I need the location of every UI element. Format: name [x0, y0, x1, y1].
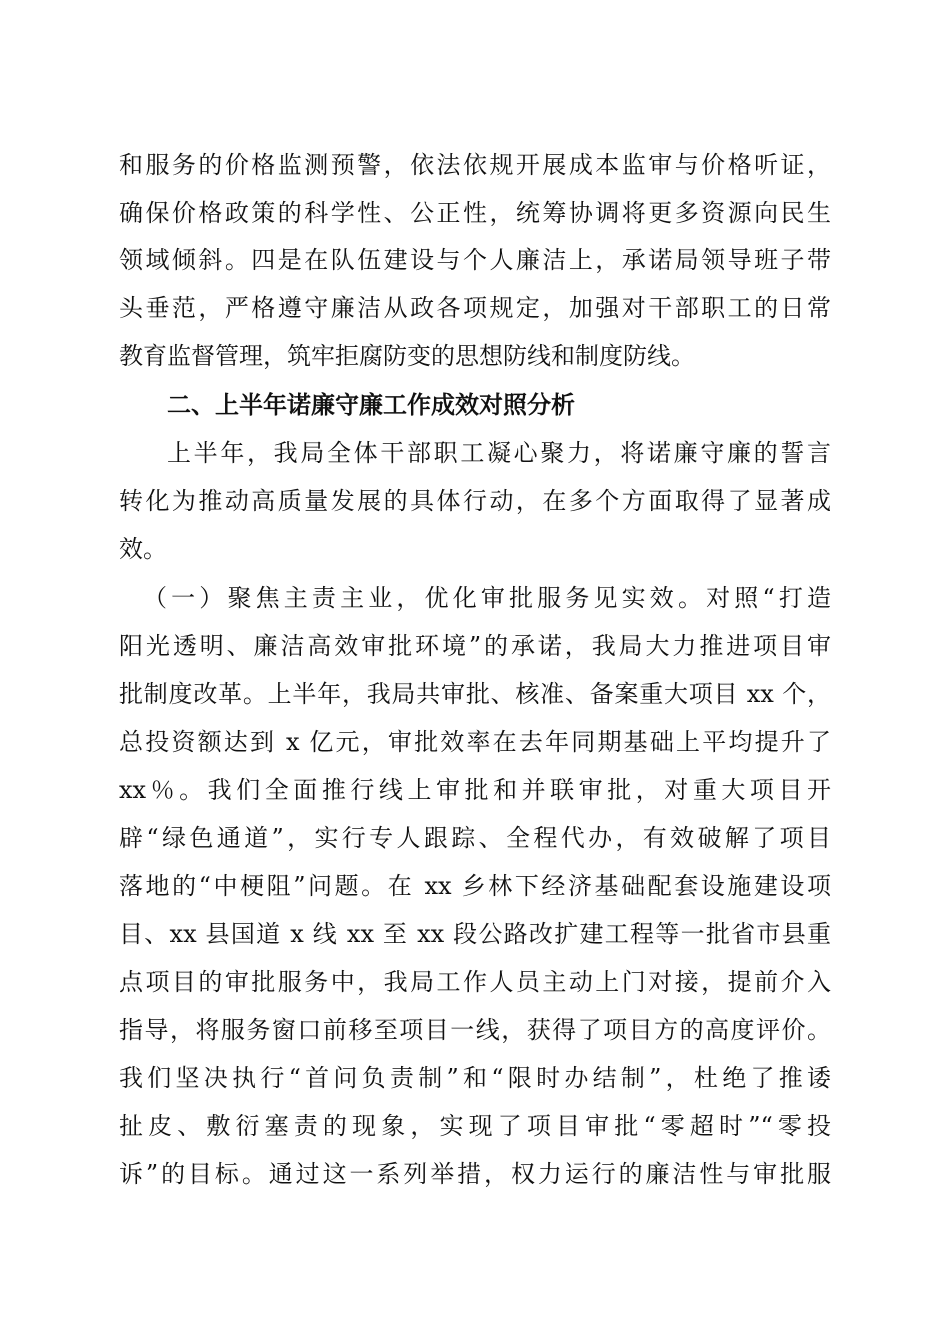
- paragraph-3-line-6: 辟“绿色通道”，实行专人跟踪、全程代办，有效破解了项目: [119, 824, 831, 852]
- paragraph-1-line-5: 教育监督管理，筑牢拒腐防变的思想防线和制度防线。: [119, 342, 695, 370]
- paragraph-1-line-2: 确保价格政策的科学性、公正性，统筹协调将更多资源向民生: [119, 199, 831, 227]
- paragraph-2-line-3: 效。: [119, 535, 167, 563]
- paragraph-3-line-9: 点项目的审批服务中，我局工作人员主动上门对接，提前介入: [119, 968, 831, 996]
- paragraph-2-line-1: 上半年，我局全体干部职工凝心聚力，将诺廉守廉的誓言: [167, 439, 831, 467]
- paragraph-3-line-2: 阳光透明、廉洁高效审批环境”的承诺，我局大力推进项目审: [119, 632, 831, 660]
- paragraph-3-line-12: 扯皮、敷衍塞责的现象，实现了项目审批“零超时”“零投: [119, 1112, 831, 1140]
- paragraph-1-line-4: 头垂范，严格遵守廉洁从政各项规定，加强对干部职工的日常: [119, 294, 831, 322]
- paragraph-1-line-3: 领域倾斜。四是在队伍建设与个人廉洁上，承诺局领导班子带: [119, 246, 831, 274]
- paragraph-3-line-11: 我们坚决执行“首问负责制”和“限时办结制”，杜绝了推诿: [119, 1064, 831, 1092]
- paragraph-1-line-1: 和服务的价格监测预警，依法依规开展成本监审与价格听证，: [119, 151, 831, 179]
- section-heading: 二、上半年诺廉守廉工作成效对照分析: [167, 391, 575, 419]
- paragraph-3-line-13: 诉”的目标。通过这一系列举措，权力运行的廉洁性与审批服: [119, 1160, 831, 1188]
- paragraph-3-line-4: 总投资额达到 x 亿元，审批效率在去年同期基础上平均提升了: [119, 728, 831, 756]
- paragraph-3-line-3: 批制度改革。上半年，我局共审批、核准、备案重大项目 xx 个，: [119, 680, 831, 708]
- paragraph-3-line-1: （一）聚焦主责主业，优化审批服务见实效。对照“打造: [143, 584, 831, 612]
- paragraph-3-line-8: 目、xx 县国道 x 线 xx 至 xx 段公路改扩建工程等一批省市县重: [119, 920, 831, 948]
- paragraph-3-line-5: xx％。我们全面推行线上审批和并联审批，对重大项目开: [119, 776, 831, 804]
- paragraph-3-line-7: 落地的“中梗阻”问题。在 xx 乡林下经济基础配套设施建设项: [119, 872, 831, 900]
- paragraph-3-line-10: 指导，将服务窗口前移至项目一线，获得了项目方的高度评价。: [119, 1016, 831, 1044]
- paragraph-2-line-2: 转化为推动高质量发展的具体行动，在多个方面取得了显著成: [119, 487, 831, 515]
